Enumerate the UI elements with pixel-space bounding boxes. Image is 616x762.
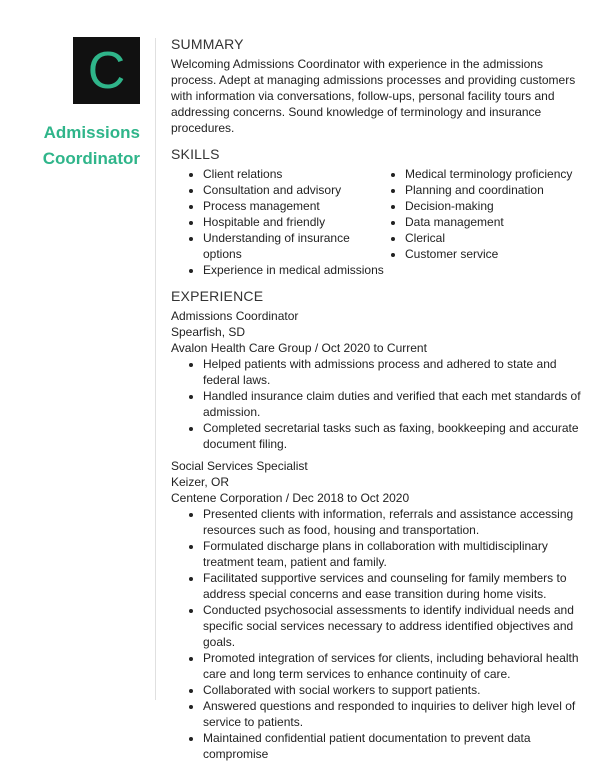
column-divider bbox=[155, 38, 156, 700]
experience-heading: EXPERIENCE bbox=[171, 288, 264, 304]
skill-item: • Client relations bbox=[203, 166, 388, 182]
skill-item: • Process management bbox=[203, 198, 388, 214]
job-location: Keizer, OR bbox=[171, 475, 230, 489]
job-bullet: • Answered questions and responded to inquiries to deliver high level of service to patients. bbox=[203, 698, 581, 730]
job-entry bbox=[171, 308, 581, 452]
skill-item: • Understanding of insurance options bbox=[203, 230, 388, 262]
skill-item: • Consultation and advisory bbox=[203, 182, 388, 198]
monogram-badge bbox=[73, 37, 140, 104]
summary-heading: SUMMARY bbox=[171, 36, 244, 52]
skills-list bbox=[171, 166, 581, 278]
job-bullet: • Completed secretarial tasks such as faxing, bookkeeping and accurate document filing. bbox=[203, 420, 581, 452]
skill-item: • Clerical bbox=[405, 230, 572, 246]
job-bullet: • Collaborated with social workers to support patients. bbox=[203, 682, 581, 698]
job-bullet: • Helped patients with admissions process and adhered to state and federal laws. bbox=[203, 356, 581, 388]
job-company-dates: Avalon Health Care Group / Oct 2020 to Current bbox=[171, 341, 427, 355]
skill-item: • Experience in medical admissions bbox=[203, 262, 388, 278]
skill-item: • Customer service bbox=[405, 246, 572, 262]
sidebar bbox=[0, 0, 155, 700]
skill-item: • Hospitable and friendly bbox=[203, 214, 388, 230]
title-line-1: Admissions bbox=[43, 123, 140, 142]
monogram-letter: C bbox=[87, 41, 126, 100]
skill-item: • Medical terminology proficiency bbox=[405, 166, 572, 182]
job-role: Social Services Specialist bbox=[171, 459, 308, 473]
job-bullet: • Handled insurance claim duties and verified that each met standards of admission. bbox=[203, 388, 581, 420]
skill-item: • Planning and coordination bbox=[405, 182, 572, 198]
summary-text: Welcoming Admissions Coordinator with experience in the admissions process. Adept at managing admissions processes and providing customers with information via conversations, follow-ups, personal facility tours and addressing concerns. Sound knowledge of terminology and insurance procedures. bbox=[171, 57, 576, 135]
skill-item: • Data management bbox=[405, 214, 572, 230]
job-role: Admissions Coordinator bbox=[171, 309, 299, 323]
skills-column-2 bbox=[388, 166, 572, 278]
skill-item: • Decision-making bbox=[405, 198, 572, 214]
job-bullet: • Presented clients with information, referrals and assistance accessing resources such as food, housing and transportation. bbox=[203, 506, 581, 538]
job-bullet: • Facilitated supportive services and counseling for family members to address special concerns and ease transition during home visits. bbox=[203, 570, 581, 602]
skills-column-1 bbox=[171, 166, 388, 278]
skills-heading: SKILLS bbox=[171, 146, 220, 162]
candidate-title bbox=[43, 120, 140, 172]
job-bullet: • Maintained confidential patient documentation to prevent data compromise bbox=[203, 730, 581, 762]
job-location: Spearfish, SD bbox=[171, 325, 246, 339]
job-bullets bbox=[171, 356, 581, 452]
job-bullets bbox=[171, 506, 581, 762]
job-entry bbox=[171, 458, 581, 762]
job-bullet: • Formulated discharge plans in collaboration with multidisciplinary treatment team, patient and family. bbox=[203, 538, 581, 570]
job-bullet: • Promoted integration of services for clients, including behavioral health care and long term services to enhance continuity of care. bbox=[203, 650, 581, 682]
job-company-dates: Centene Corporation / Dec 2018 to Oct 2020 bbox=[171, 491, 410, 505]
title-line-2: Coordinator bbox=[42, 149, 140, 168]
job-bullet: • Conducted psychosocial assessments to identify individual needs and specific social services necessary to address identified objectives and goals. bbox=[203, 602, 581, 650]
main-content bbox=[171, 36, 581, 762]
